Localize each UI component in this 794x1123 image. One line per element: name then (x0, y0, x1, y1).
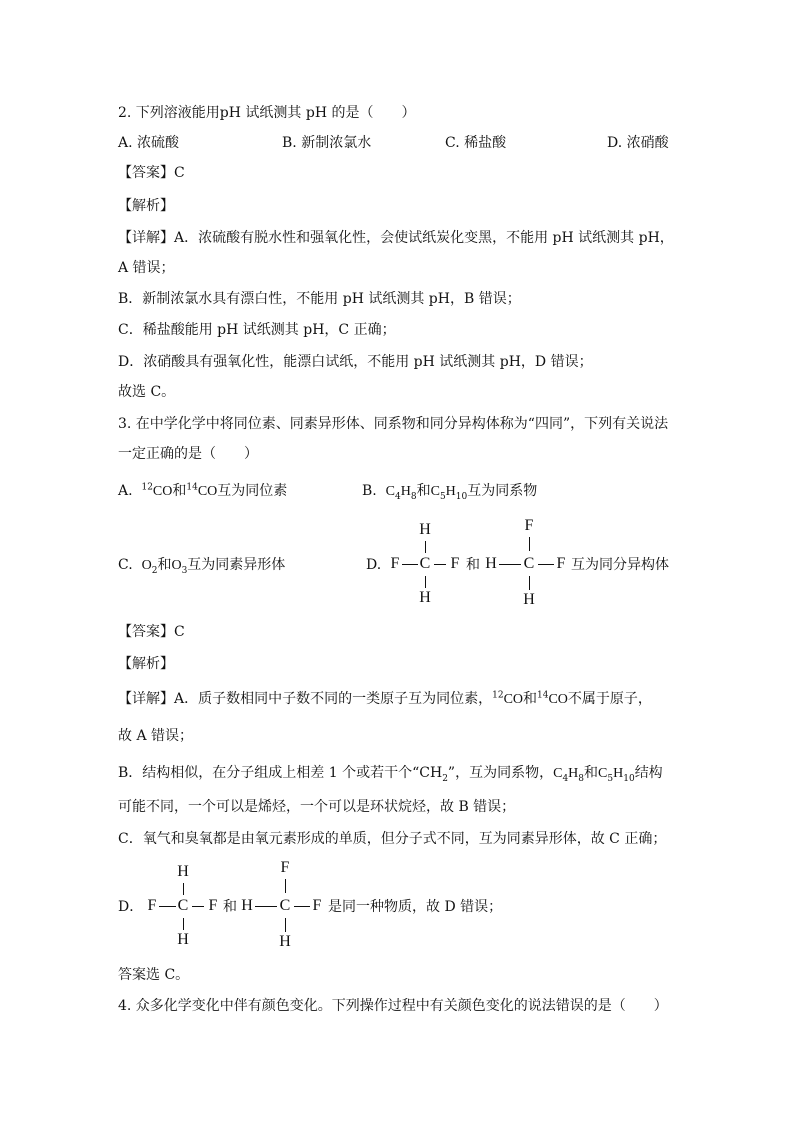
bond-top (285, 879, 286, 893)
q3-option-d-tail: 互为同分异构体 (571, 557, 669, 573)
bond-right (434, 564, 446, 565)
q2-option-d: D. 浓硝酸 (607, 135, 669, 151)
bond-right (294, 906, 310, 907)
q3-option-d-label: D. (366, 557, 382, 573)
bond-left (255, 906, 277, 907)
atom-c: C (279, 897, 291, 914)
structure-d-1 (388, 520, 468, 610)
atom-c: C (177, 897, 189, 914)
bond-top (183, 883, 184, 895)
atom-h-bottom: H (419, 589, 431, 606)
atom-f-top: F (524, 517, 534, 534)
bond-right (538, 564, 554, 565)
atom-f-left: F (390, 555, 400, 572)
atom-f-left: F (147, 897, 157, 914)
q2-analysis-label: 【解析】 (118, 198, 174, 214)
atom-f-right: F (450, 555, 460, 572)
q2-detail-1: 【详解】A．浓硫酸有脱水性和强氧化性，会使试纸炭化变黑，不能用 pH 试纸测其 pH， (118, 230, 674, 246)
q2-detail-2: A 错误； (118, 260, 175, 276)
q3-detail-d-label: D． (118, 899, 144, 915)
structure-d-2 (484, 516, 570, 612)
q2-stem: 2. 下列溶液能用pH 试纸测其 pH 的是（ ） (118, 105, 416, 121)
q3-detail-a: 【详解】A．质子数相同中子数不同的一类原子互为同位素，$^{12}$CO和$^{14}$CO不属于原子， (118, 690, 652, 707)
bond-bottom (183, 918, 184, 930)
atom-f-right: F (556, 555, 566, 572)
bond-left (499, 564, 521, 565)
atom-f-right: F (312, 897, 322, 914)
atom-h-top: H (177, 863, 189, 880)
bond-top (529, 537, 530, 551)
q3-option-c: C. $O_2$和$O_3$互为同素异形体 (118, 557, 286, 576)
q3-detail-c: C．氧气和臭氧都是由氧元素形成的单质，但分子式不同，互为同素异形体，故 C 正确； (118, 831, 667, 847)
q2-option-a: A. 浓硫酸 (118, 135, 180, 151)
q3-analysis-label: 【解析】 (118, 656, 174, 672)
q3-detail-d-tail: 是同一种物质，故 D 错误； (328, 899, 503, 915)
q3-option-b: B. $C_4H_8$和$C_5H_{10}$互为同系物 (362, 483, 538, 502)
q3-detail-d-and: 和 (223, 899, 237, 915)
detail-structure-1 (145, 862, 225, 952)
atom-h-bottom: H (523, 591, 535, 608)
atom-c: C (523, 555, 535, 572)
q3-stem-1: 3. 在中学化学中将同位素、同素异形体、同系物和同分异构体称为“四同”，下列有关说法 (118, 416, 669, 432)
bond-bottom (529, 576, 530, 590)
q3-conclusion: 答案选 C。 (118, 967, 190, 983)
q2-option-b: B. 新制浓氯水 (282, 135, 372, 151)
q2-detail-3: B．新制浓氯水具有漂白性，不能用 pH 试纸测其 pH，B 错误； (118, 291, 521, 307)
bond-left (402, 564, 418, 565)
bond-right (192, 906, 204, 907)
atom-h-top: H (419, 521, 431, 538)
q3-stem-2: 一定正确的是（ ） (118, 446, 258, 462)
atom-h-bottom: H (177, 931, 189, 948)
atom-c: C (419, 555, 431, 572)
atom-f-right: F (208, 897, 218, 914)
bond-bottom (285, 918, 286, 932)
q4-stem: 4. 众多化学变化中伴有颜色变化。下列操作过程中有关颜色变化的说法错误的是（ ） (118, 998, 668, 1014)
bond-left (159, 906, 176, 907)
q2-option-c: C. 稀盐酸 (445, 135, 507, 151)
bond-bottom (425, 576, 426, 588)
q2-detail-6: 故选 C。 (118, 384, 176, 400)
q3-detail-b-2: 可能不同，一个可以是烯烃，一个可以是环状烷烃，故 B 错误； (118, 799, 516, 815)
q2-detail-5: D．浓硝酸具有强氧化性，能漂白试纸，不能用 pH 试纸测其 pH，D 错误； (118, 354, 593, 370)
bond-top (425, 541, 426, 553)
q3-detail-b: B．结构相似，在分子组成上相差 1 个或若干个“$CH_2$”，互为同系物，$C_4H_8$和$C_5H_{10}$结构 (118, 765, 663, 784)
detail-structure-2 (240, 858, 326, 954)
atom-f-top: F (280, 859, 290, 876)
q3-option-a: A. $^{12}$CO和$^{14}$CO互为同位素 (118, 482, 288, 499)
q3-detail-a-2: 故 A 错误； (118, 728, 194, 744)
atom-h-left: H (241, 897, 253, 914)
q2-detail-4: C．稀盐酸能用 pH 试纸测其 pH，C 正确； (118, 322, 396, 338)
atom-h-left: H (485, 555, 497, 572)
q3-answer: 【答案】C (118, 624, 185, 640)
atom-h-bottom: H (279, 933, 291, 950)
q2-answer: 【答案】C (118, 165, 185, 181)
q3-option-d-and: 和 (466, 557, 480, 573)
